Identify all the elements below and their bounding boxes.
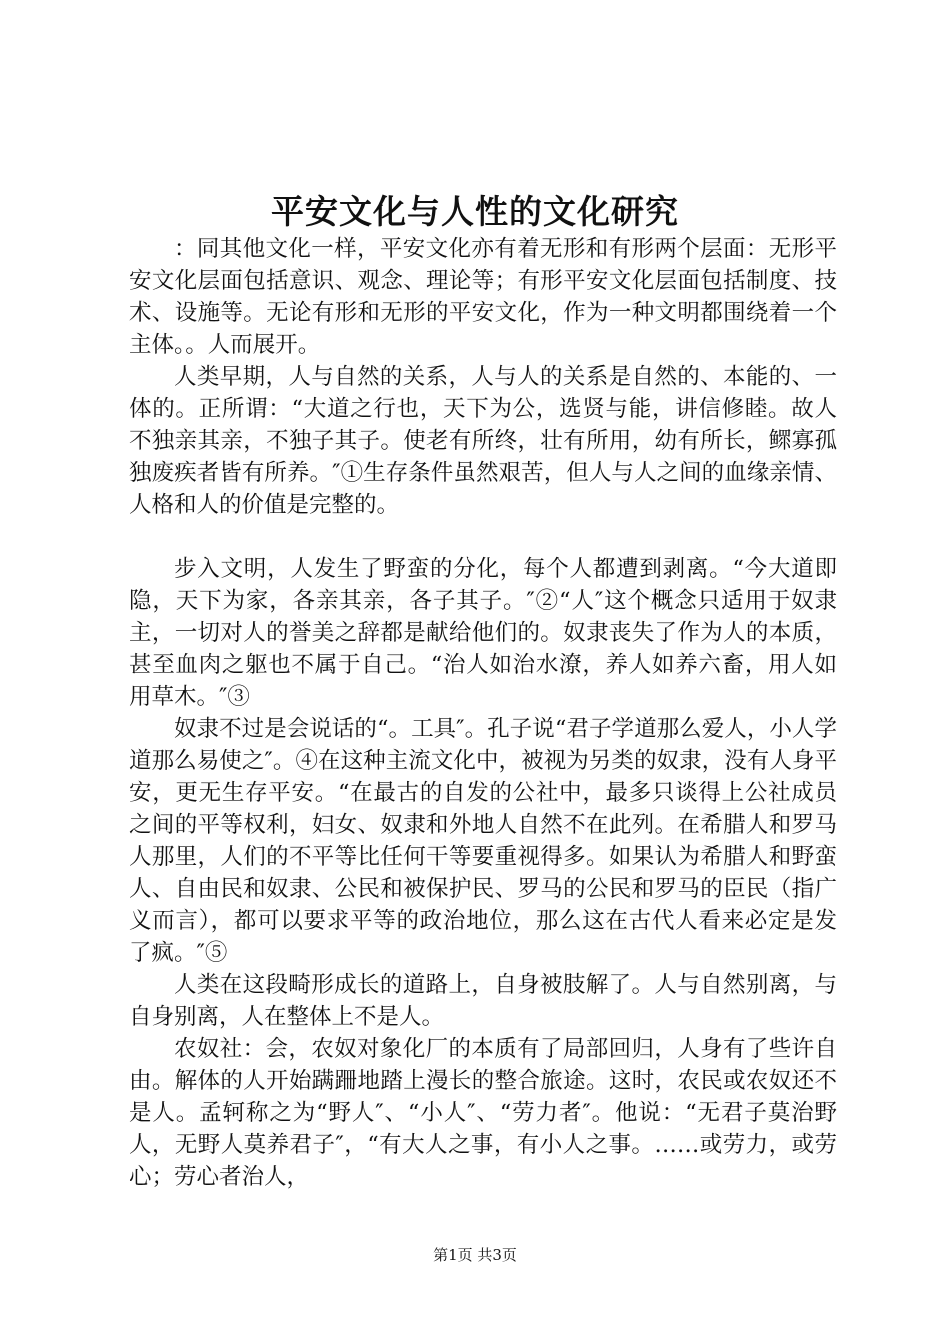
paragraph: ：同其他文化一样，平安文化亦有着无形和有形两个层面：无形平安文化层面包括意识、观念、理论等；有形平安文化层面包括制度、技术、设施等。无论有形和无形的平安文化，作为一种文明都围绕着一个主体。。人而展开。 — [129, 236, 837, 358]
paragraph: 人类早期，人与自然的关系，人与人的关系是自然的、本能的、一体的。正所谓：“大道之行也，天下为公，选贤与能，讲信修睦。故人不独亲其亲，不独子其子。使老有所终，壮有所用，幼有所长，鳏寡孤独废疾者皆有所养。″①生存条件虽然艰苦，但人与人之间的血缘亲情、人格和人的价值是完整的。 — [129, 364, 837, 518]
document-title: 平安文化与人性的文化研究 — [271, 192, 679, 231]
document-body — [129, 233, 837, 1193]
paragraph: 步入文明，人发生了野蛮的分化，每个人都遭到剥离。“今大道即隐，天下为家，各亲其亲，各子其子。″②“人″这个概念只适用于奴隶主，一切对人的誉美之辞都是献给他们的。奴隶丧失了作为人的本质，甚至血肉之躯也不属于自己。“治人如治水潦，养人如养六畜，用人如用草木。″③ — [129, 556, 837, 710]
page-footer: 第1页 共3页 — [433, 1246, 517, 1264]
paragraph: 农奴社：会，农奴对象化厂的本质有了局部回归，人身有了些许自由。解体的人开始蹒跚地踏上漫长的整合旅途。这时，农民或农奴还不是人。孟轲称之为“野人″、“小人″、“劳力者″。他说：“无君子莫治野人，无野人莫养君子″，“有大人之事，有小人之事。……或劳力，或劳心；劳心者治人， — [129, 1036, 837, 1190]
paragraph: 人类在这段畸形成长的道路上，自身被肢解了。人与自然别离，与自身别离，人在整体上不是人。 — [129, 972, 837, 1030]
paragraph: 奴隶不过是会说话的“。工具″。孔子说“君子学道那么爱人，小人学道那么易使之″。④在这种主流文化中，被视为另类的奴隶，没有人身平安，更无生存平安。“在最古的自发的公社中，最多只谈得上公社成员之间的平等权利，妇女、奴隶和外地人自然不在此列。在希腊人和罗马人那里，人们的不平等比任何干等要重视得多。如果认为希腊人和野蛮人、自由民和奴隶、公民和被保护民、罗马的公民和罗马的臣民（指广义而言），都可以要求平等的政治地位，那么这在古代人看来必定是发了疯。″⑤ — [129, 716, 837, 966]
